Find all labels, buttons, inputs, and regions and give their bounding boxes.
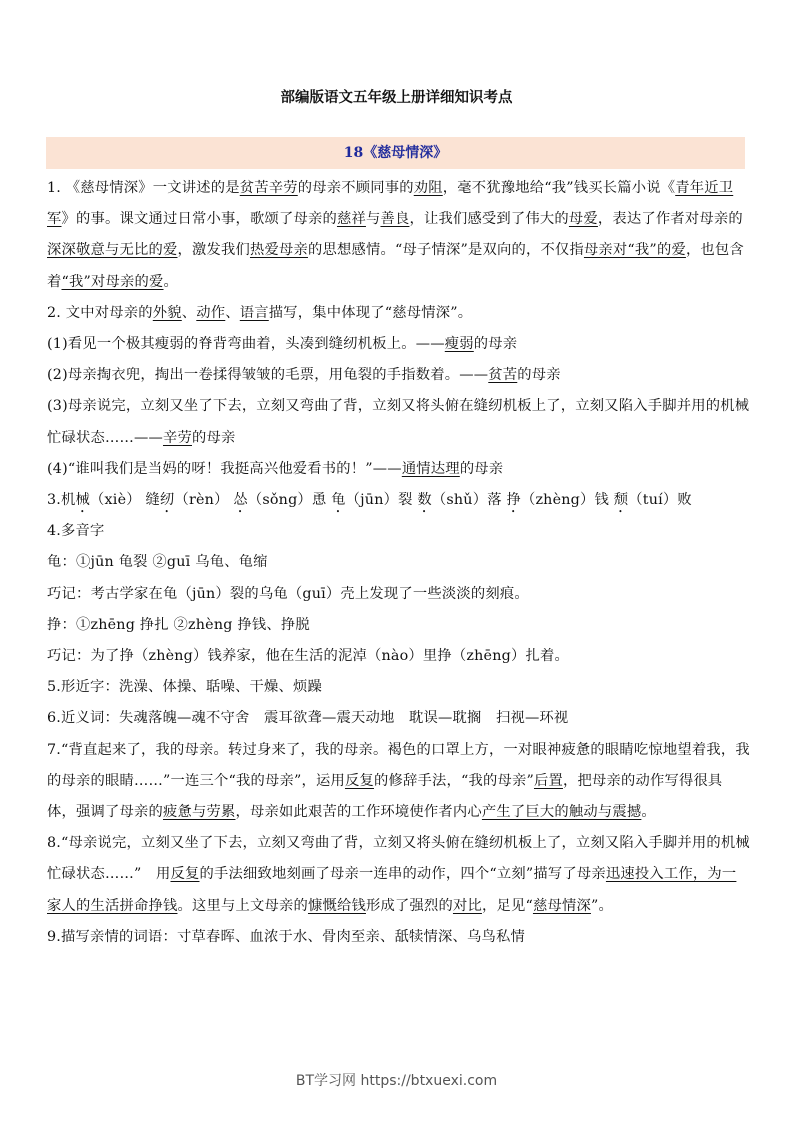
- page-title: 部编版语文五年级上册详细知识考点: [280, 89, 513, 106]
- text-run: ，让我们感受到了伟大的: [409, 211, 569, 228]
- text-run: 、: [181, 304, 197, 321]
- paragraph: [47, 173, 750, 298]
- paragraph: [47, 454, 750, 485]
- text-run: ，足见“: [481, 897, 533, 914]
- dotted-character: 挣: [506, 492, 521, 509]
- dotted-character: 数: [417, 492, 432, 509]
- dotted-character: 械: [75, 492, 91, 509]
- document-body: [47, 173, 750, 953]
- underlined-term: “我”对母亲的爱: [61, 273, 164, 290]
- text-run: 龟：①jūn 龟裂 ②guī 乌龟、龟缩: [47, 554, 268, 571]
- text-run: 2. 文中对母亲的: [47, 304, 153, 321]
- text-run: （sǒng）恿: [247, 492, 332, 509]
- text-run: 挣：①zhēng 挣扎 ②zhèng 挣钱、挣脱: [47, 616, 310, 633]
- text-run: 巧记：考古学家在龟（jūn）裂的乌龟（guī）壳上发现了一些淡淡的刻痕。: [47, 585, 529, 602]
- text-run: ，把母亲的动作写得很具体，强调了母亲的: [47, 772, 723, 821]
- text-run: (1)看见一个极其瘦弱的脊背弯曲着，头凑到缝纫机板上。——: [47, 336, 445, 353]
- text-run: （tuí）败: [628, 492, 692, 509]
- text-run: (4)“谁叫我们是当妈的呀！我挺高兴他爱看书的！”——: [47, 460, 402, 477]
- text-run: 的母亲: [473, 336, 518, 353]
- text-run: 的手法细致地刻画了母亲一连串的动作，四个“立刻”描写了母亲: [199, 866, 606, 883]
- underlined-term: 通情达理: [401, 460, 460, 477]
- text-run: 》的事。课文通过日常小事，歌颂了母亲的: [61, 211, 337, 228]
- underlined-term: 辛劳: [162, 429, 192, 446]
- paragraph: [47, 610, 750, 641]
- paragraph: [47, 360, 750, 391]
- text-run: ，母亲如此艰苦的工作环境使作者内心: [235, 804, 482, 821]
- paragraph: [47, 579, 750, 610]
- paragraph: [47, 922, 750, 953]
- footer-watermark: BT学习网 https://btxuexi.com: [295, 1073, 498, 1089]
- paragraph: [47, 485, 750, 516]
- underlined-term: 迅速投入工作，为一家人的生活拼命挣钱: [47, 866, 737, 914]
- dotted-character: 颓: [613, 492, 629, 509]
- dotted-character: 怂: [233, 492, 248, 509]
- text-run: 5.形近字：洗澡、体操、聒噪、干燥、烦躁: [47, 679, 322, 696]
- text-run: ，表达了作者对母亲的: [597, 211, 743, 228]
- underlined-term: 贫苦: [488, 367, 518, 384]
- underlined-term: 慷慨给钱: [307, 897, 366, 914]
- paragraph: [47, 329, 750, 360]
- underlined-term: 善良: [380, 211, 410, 228]
- underlined-term: 深深敬意与无比的爱: [47, 242, 178, 259]
- text-run: （jūn）裂: [345, 492, 418, 509]
- text-run: 、: [225, 304, 240, 321]
- text-run: ，毫不犹豫地给“我”钱买长篇小说: [442, 180, 661, 196]
- underlined-term: 慈母情深: [532, 897, 591, 914]
- text-run: ，激发我们: [177, 242, 250, 259]
- paragraph: [47, 703, 750, 734]
- text-run: 的母亲不顾同事的: [297, 180, 414, 196]
- text-run: （xiè） 缝: [90, 492, 160, 509]
- paragraph: [47, 735, 750, 829]
- section-heading: 18《慈母情深》: [46, 137, 745, 169]
- dotted-character: 纫: [159, 492, 175, 509]
- text-run: 的母亲: [517, 367, 561, 384]
- text-run: 的母亲: [459, 460, 504, 477]
- underlined-term: 劝阻: [413, 180, 443, 196]
- underlined-term: 后置: [533, 772, 563, 789]
- underlined-term: 母爱: [568, 211, 598, 228]
- paragraph: [47, 298, 750, 329]
- paragraph: [47, 391, 750, 453]
- text-run: 巧记：为了挣（zhèng）钱养家，他在生活的泥淖（nào）里挣（zhēng）扎着。: [47, 648, 569, 665]
- underlined-term: 热爱母亲: [249, 242, 308, 259]
- underlined-term: 外貌: [152, 304, 182, 321]
- underlined-term: 产生了巨大的触动与震撼: [481, 804, 642, 821]
- text-run: 4.多音字: [47, 523, 105, 540]
- text-run: 3.机: [47, 492, 76, 509]
- text-run: (2)母亲掏衣兜，掏出一卷揉得皱皱的毛票，用龟裂的手指数着。——: [47, 367, 489, 384]
- text-run: （shǔ）落: [431, 492, 507, 509]
- text-run: 《: [660, 180, 676, 196]
- underlined-term: 对比: [452, 897, 482, 914]
- text-run: 。: [163, 273, 178, 290]
- underlined-term: 疲惫与劳累: [162, 804, 236, 821]
- text-run: 的母亲: [191, 429, 236, 446]
- text-run: 形成了强烈的: [365, 897, 453, 914]
- underlined-term: 贫苦辛劳: [239, 180, 298, 196]
- underlined-term: 反复: [170, 866, 200, 883]
- text-run: 1. 《慈母情深》一文讲述的是: [47, 180, 240, 196]
- underlined-term: 瘦弱: [444, 336, 474, 353]
- underlined-term: 语言: [239, 304, 269, 321]
- underlined-term: 反复: [344, 772, 374, 789]
- underlined-term: 青年近卫军: [47, 180, 734, 228]
- underlined-term: 母亲对“我”的爱: [583, 242, 686, 259]
- text-run: （rèn）: [174, 492, 234, 509]
- text-run: 的思想感情。“母子情深”是双向的，不仅指: [307, 242, 584, 259]
- paragraph: [47, 547, 750, 578]
- text-run: 与: [365, 211, 381, 228]
- paragraph: [47, 828, 750, 922]
- text-run: 的修辞手法，“我的母亲”: [373, 772, 534, 789]
- text-run: 。: [641, 804, 656, 821]
- underlined-term: 动作: [196, 304, 226, 321]
- underlined-term: 慈祥: [336, 211, 366, 228]
- text-run: 。这里与上文母亲的: [177, 897, 308, 914]
- text-run: 描写，集中体现了“慈母情深”。: [268, 304, 473, 321]
- paragraph: [47, 516, 750, 547]
- text-run: ”。: [590, 897, 613, 914]
- text-run: （zhèng）钱: [520, 492, 614, 509]
- text-run: (3)母亲说完，立刻又坐了下去，立刻又弯曲了背，立刻又将头俯在缝纫机板上了，立刻又陷入手脚并用的机械忙碌状态……——: [47, 398, 750, 446]
- paragraph: [47, 672, 750, 703]
- paragraph: [47, 641, 750, 672]
- dotted-character: 龟: [331, 492, 346, 509]
- text-run: ，也包含着: [47, 242, 744, 290]
- text-run: 6.近义词：失魂落魄—魂不守舍 震耳欲聋—震天动地 耽误—耽搁 扫视—环视: [47, 710, 569, 727]
- text-run: 9.描写亲情的词语：寸草春晖、血浓于水、骨肉至亲、舐犊情深、乌鸟私情: [47, 928, 525, 945]
- text-run: 7.“背直起来了，我的母亲。转过身来了，我的母亲。褐色的口罩上方，一对眼神疲惫的眼睛吃惊地望着我，我的母亲的眼睛……”一连三个“我的母亲”，运用: [47, 741, 750, 789]
- text-run: 8.“母亲说完，立刻又坐了下去，立刻又弯曲了背，立刻又将头俯在缝纫机板上了，立刻又陷入手脚并用的机械忙碌状态……” 用: [47, 835, 750, 883]
